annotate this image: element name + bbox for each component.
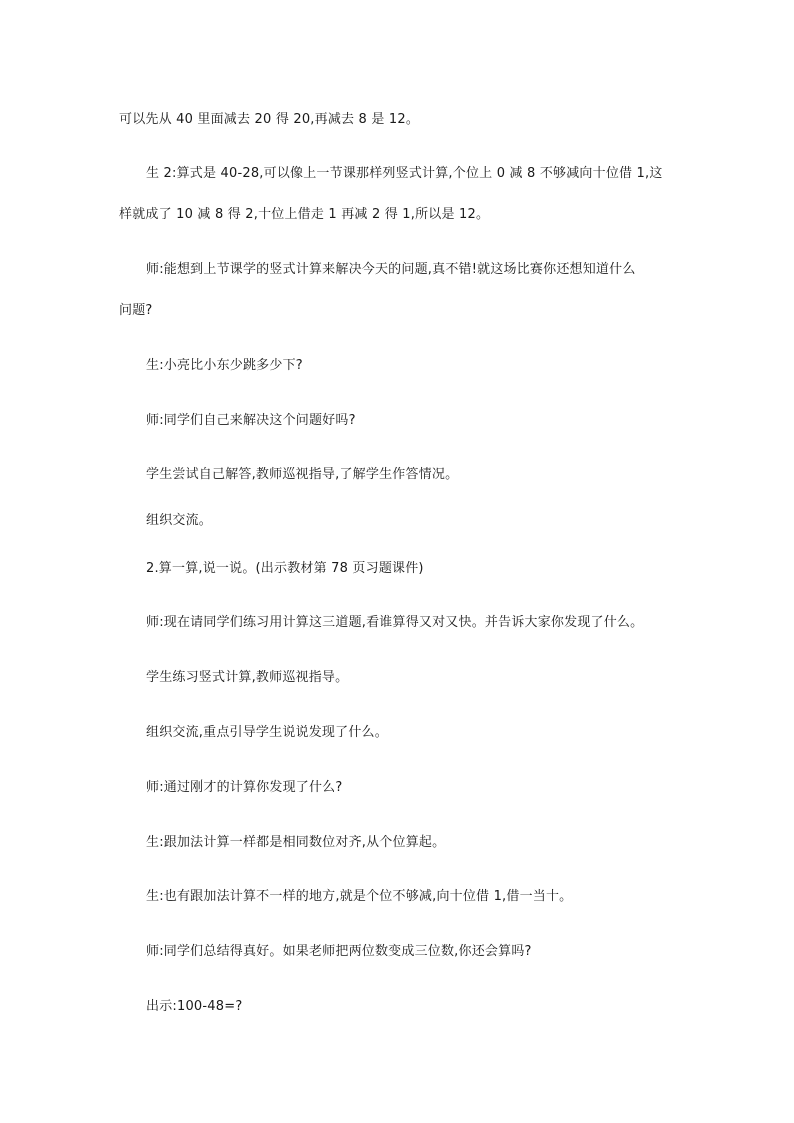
text-line: 生:跟加法计算一样都是相同数位对齐,从个位算起。: [146, 835, 446, 850]
text-line: 2.算一算,说一说。(出示教材第 78 页习题课件): [146, 561, 424, 576]
text-line: 可以先从 40 里面减去 20 得 20,再减去 8 是 12。: [119, 112, 420, 127]
text-line: 问题?: [119, 303, 153, 318]
text-line: 组织交流。: [146, 513, 213, 528]
text-line: 师:同学们自己来解决这个问题好吗?: [146, 413, 356, 428]
text-line: 出示:100-48=?: [146, 999, 243, 1014]
text-line: 学生尝试自己解答,教师巡视指导,了解学生作答情况。: [146, 467, 459, 482]
text-line: 师:现在请同学们练习用计算这三道题,看谁算得又对又快。并告诉大家你发现了什么。: [146, 615, 644, 630]
text-line: 生:也有跟加法计算不一样的地方,就是个位不够减,向十位借 1,借一当十。: [146, 889, 573, 904]
text-line: 学生练习竖式计算,教师巡视指导。: [146, 670, 349, 685]
text-line: 生 2:算式是 40-28,可以像上一节课那样列竖式计算,个位上 0 减 8 不够减向十位借 1,这: [146, 166, 663, 181]
text-line: 组织交流,重点引导学生说说发现了什么。: [146, 725, 388, 740]
text-line: 师:通过刚才的计算你发现了什么?: [146, 780, 343, 795]
text-line: 样就成了 10 减 8 得 2,十位上借走 1 再减 2 得 1,所以是 12。: [119, 207, 490, 222]
text-line: 师:同学们总结得真好。如果老师把两位数变成三位数,你还会算吗?: [146, 944, 532, 959]
text-line: 生:小亮比小东少跳多少下?: [146, 358, 303, 373]
text-line: 师:能想到上节课学的竖式计算来解决今天的问题,真不错!就这场比赛你还想知道什么: [146, 262, 636, 277]
